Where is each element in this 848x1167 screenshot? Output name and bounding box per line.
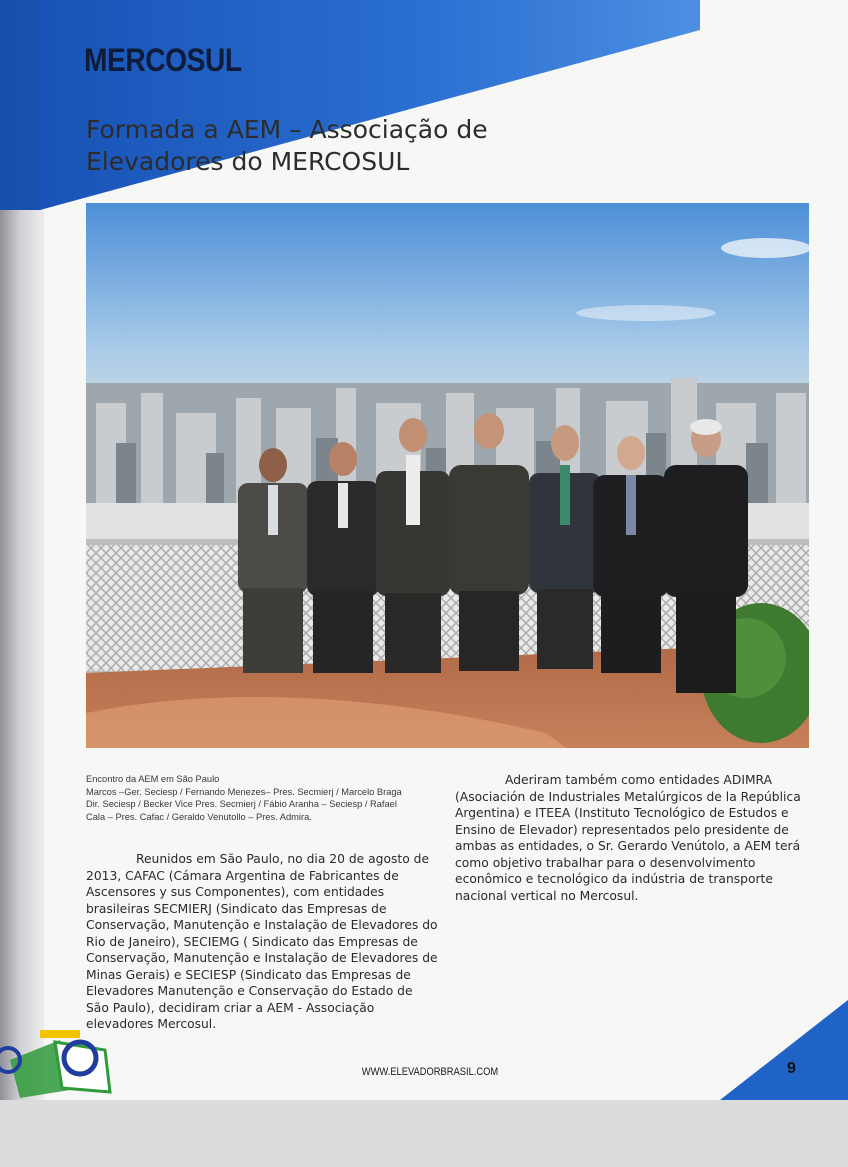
article-column-right (455, 772, 805, 904)
section-label: MERCOSUL (84, 42, 242, 78)
photo-caption (86, 773, 406, 823)
caption-text: Marcos –Ger. Seciesp / Fernando Menezes– Pres. Secmierj / Marcelo Braga Dir. Seciesp / Becker Vice Pres. Secmierj / Fábio Aranha – Seciesp / Rafael Cala – Pres. Cafac / Geraldo Venutollo – Pres. Admira. (86, 786, 402, 822)
headline-line-2: Elevadores do MERCOSUL (86, 147, 410, 176)
page-number: 9 (787, 1060, 796, 1077)
article-paragraph-right: Aderiram também como entidades ADIMRA (Asociación de Industriales Metalúrgicos de la República Argentina) e ITEEA (Instituto Tecnológico de Estudos e Ensino de Elevador) representados pelo presidente de ambas as entidades, o Sr. Gerardo Venútolo, a AEM terá como objetivo trabalhar para o desenvolvimento econômico e tecnológico da indústria de transporte nacional vertical no Mercosul. (455, 773, 801, 903)
decorative-logo-icon (0, 1020, 130, 1100)
headline-line-1: Formada a AEM – Associação de (86, 115, 488, 144)
footer-website-url: WWW.ELEVADORBRASIL.COM (361, 1066, 499, 1078)
article-headline (86, 114, 646, 178)
article-paragraph-left: Reunidos em São Paulo, no dia 20 de agosto de 2013, CAFAC (Cámara Argentina de Fabricantes de Ascensores y sus Componentes), com entidades brasileiras SECMIERJ (Sindicato das Empresas de Conservação, Manutenção e Instalação de Elevadores do Rio de Janeiro), SECIEMG ( Sindicato das Empresas de Conservação, Manutenção e Instalação de Elevadores de Minas Gerais) e SECIESP (Sindicato das Empresas de Elevadores Manutenção e Conservação do Estado de São Paulo), decidiram criar a AEM - Associação elevadores Mercosul. (86, 852, 438, 1031)
header-blue-band (0, 0, 848, 220)
footer-blue-corner (700, 1000, 848, 1100)
caption-title: Encontro da AEM em São Paulo (86, 774, 220, 784)
article-column-left (86, 851, 438, 1033)
group-photo-image (86, 203, 809, 748)
